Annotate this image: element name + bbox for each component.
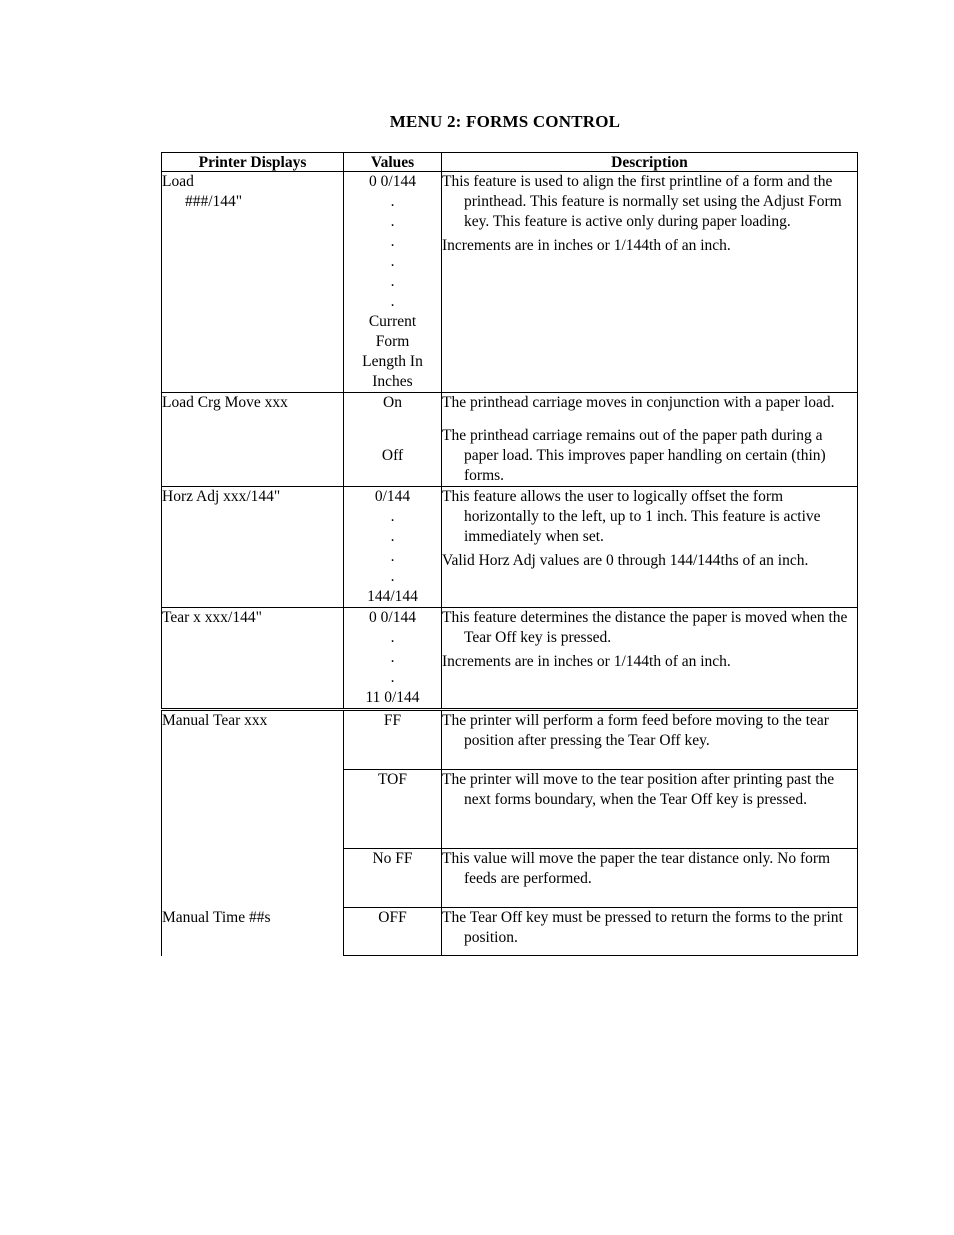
- horz-adj-values: 0/144 . . . . 144/144: [344, 487, 442, 608]
- horz-adj-display: Horz Adj xxx/144": [162, 487, 344, 608]
- header-values: Values: [344, 153, 442, 172]
- forms-control-table: [161, 152, 858, 956]
- table-row-manual-tear-ff: [162, 710, 858, 770]
- tear-values: 0 0/144 . . . 11 0/144: [344, 608, 442, 710]
- manual-tear-value-ff: FF: [344, 710, 442, 770]
- table-row-horz-adj: [162, 487, 858, 608]
- table-header-row: [162, 153, 858, 172]
- header-printer-displays: Printer Displays: [162, 153, 344, 172]
- manual-tear-desc-ff: The printer will perform a form feed before moving to the tear position after pressing the Tear Off key.: [442, 710, 858, 770]
- load-description: This feature is used to align the first printline of a form and the printhead. This feature is normally set using the Adjust Form key. This feature is active only during paper loading. Increments are in inches or 1/144th of an inch.: [442, 172, 858, 393]
- load-crg-values: On Off: [344, 393, 442, 487]
- table-row-load-crg-move: [162, 393, 858, 487]
- manual-tear-desc-noff: This value will move the paper the tear distance only. No form feeds are performed.: [442, 849, 858, 908]
- manual-tear-display: Manual Tear xxx: [162, 710, 344, 908]
- tear-display: Tear x xxx/144": [162, 608, 344, 710]
- header-description: Description: [442, 153, 858, 172]
- page-title: MENU 2: FORMS CONTROL: [389, 112, 621, 131]
- manual-tear-value-tof: TOF: [344, 770, 442, 849]
- load-crg-description: The printhead carriage moves in conjunction with a paper load. The printhead carriage remains out of the paper path during a paper load. This improves paper handling on certain (thin) forms.: [442, 393, 858, 487]
- load-values: 0 0/144 . . . . . . Current Form Length In Inches: [344, 172, 442, 393]
- manual-time-value: OFF: [344, 908, 442, 956]
- table-row-tear: [162, 608, 858, 710]
- table-row-load: [162, 172, 858, 393]
- manual-tear-desc-tof: The printer will move to the tear position after printing past the next forms boundary, when the Tear Off key is pressed.: [442, 770, 858, 849]
- load-crg-display: Load Crg Move xxx: [162, 393, 344, 487]
- tear-description: This feature determines the distance the paper is moved when the Tear Off key is pressed. Increments are in inches or 1/144th of an inch.: [442, 608, 858, 710]
- load-display: Load ###/144": [162, 172, 344, 393]
- manual-time-display: Manual Time ##s: [162, 908, 344, 956]
- table-row-manual-time: [162, 908, 858, 956]
- manual-time-desc: The Tear Off key must be pressed to return the forms to the print position.: [442, 908, 858, 956]
- horz-adj-description: This feature allows the user to logically offset the form horizontally to the left, up to 1 inch. This feature is active immediately when set. Valid Horz Adj values are 0 through 144/144ths of an inch.: [442, 487, 858, 608]
- manual-tear-value-noff: No FF: [344, 849, 442, 908]
